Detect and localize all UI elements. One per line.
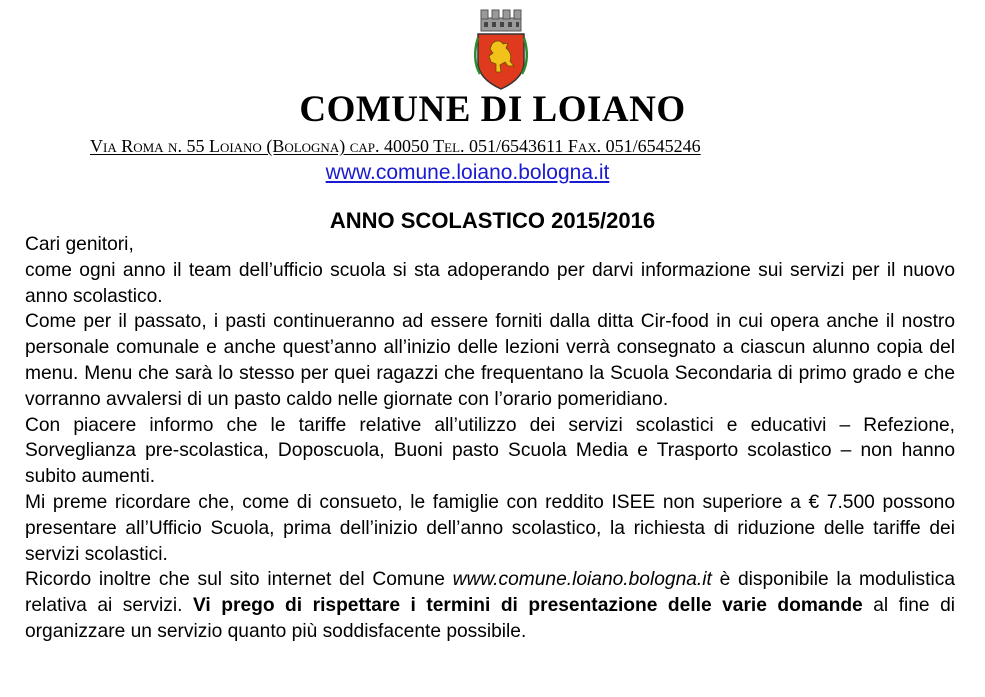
forms-text-b: è disponibile la modulistica relativa ai servizi. [25, 569, 955, 617]
municipality-address: Via Roma n. 55 Loiano (Bologna) cap. 40050 Tel. 051/6543611 Fax. 051/6545246 [90, 136, 701, 156]
paragraph-forms [25, 567, 955, 644]
paragraph-intro: come ogni anno il team dell’ufficio scuola si sta adoperando per darvi informazione sui servizi per il nuovo anno scolastico. [25, 259, 955, 307]
forms-website-link[interactable]: www.comune.loiano.bologna.it [452, 569, 712, 591]
paragraph-tariffs: Con piacere informo che le tariffe relative all’utilizzo dei servizi scolastici e educativi – Refezione, Sorveglianza pre-scolastica, Doposcuola, Buoni pasto Scuola Media e Trasporto scolastico – non hanno subito aumenti. [25, 414, 955, 488]
municipal-crest-icon [470, 4, 532, 92]
municipality-title: COMUNE DI LOIANO [299, 89, 686, 130]
paragraph-meals: Come per il passato, i pasti continueranno ad essere forniti dalla ditta Cir-food in cui opera anche il nostro personale comunale e anche quest’anno all’inizio delle lezioni verrà consegnato a ciascun alunno copia del menu. Menu che sarà lo stesso per quei ragazzi che frequentano la Scuola Secondaria di primo grado e che vorranno avvalersi di un pasto caldo nelle giornate con l’orario pomeridiano. [25, 311, 955, 410]
municipality-website-link[interactable]: www.comune.loiano.bologna.it [325, 161, 610, 184]
greeting: Cari genitori, [25, 234, 134, 255]
document-heading: ANNO SCOLASTICO 2015/2016 [329, 208, 656, 233]
forms-deadline-notice: Vi prego di rispettare i termini di presentazione delle varie domande [192, 595, 863, 617]
forms-text-c: al fine di organizzare un servizio quanto più soddisfacente possibile. [25, 595, 956, 642]
paragraph-isee: Mi preme ricordare che, come di consueto, le famiglie con reddito ISEE non superiore a € 7.500 possono presentare all’Ufficio Scuola, prima dell’inizio dell’anno scolastico, la richiesta di riduzione delle tariffe dei servizi scolastici. [25, 491, 955, 565]
forms-text-a: Ricordo inoltre che sul sito internet del Comune [25, 569, 453, 591]
letter-body [25, 232, 955, 645]
